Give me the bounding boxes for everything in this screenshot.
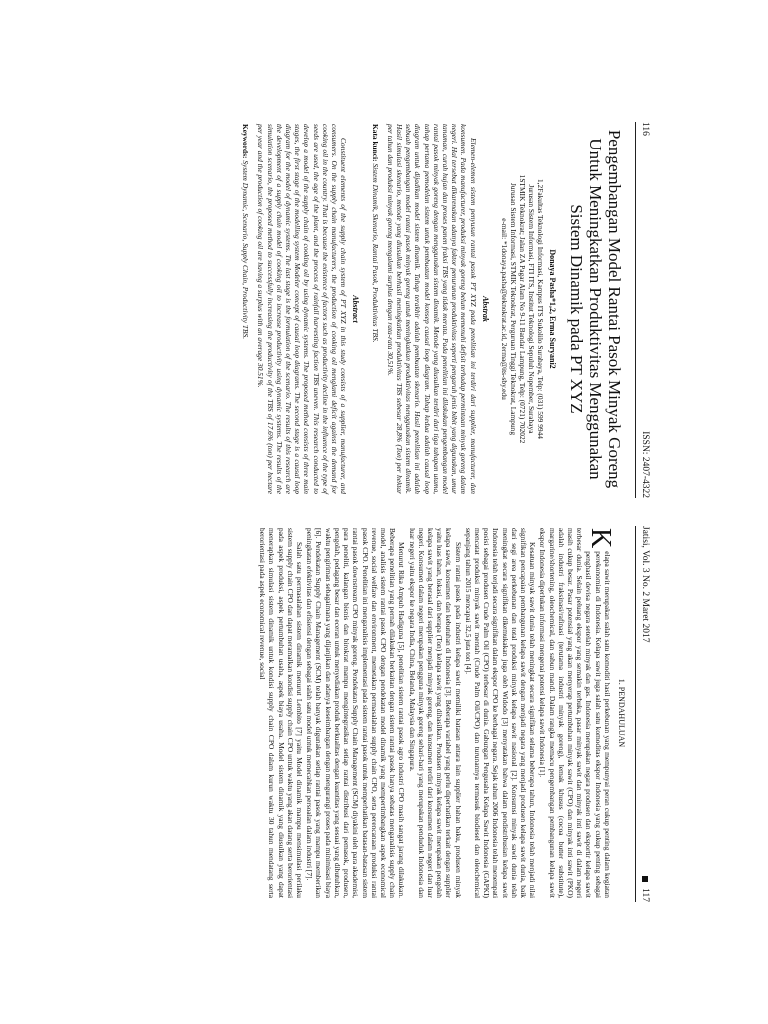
abstract-heading: Abstract: [351, 295, 361, 323]
keywords-text: System Dynamic, Scenario, Supply Chain, Productivity TBS.: [241, 160, 251, 340]
left-column: [241, 124, 628, 494]
kata-kunci-label: Kata kunci:: [370, 124, 380, 162]
body-paragraph: Sistem rantai pasok pada industri kelapa sawit memiliki batasan antara lain supplier bahan baku, produsen minyak kelapa sawit, konsumen dan kebutuhan di Indonesia [3]. Beberapa variabel yang perlu diperhatikan terkait dengan supplier yaitu luas lahan, lokasi, dan berapa (Ton) kelapa sawit yang dihasilkan. Produsen minyak kelapa sawit merupakan pengolah kelapa sawit yang berasal dari supplier menjadi minyak goreng, dan konsumen terdiri dari konsumen dalam negeri dan luar negeri. Konsumen dalam negeri merupakan pengguna minyak goreng sehari-hari yang merupakan penduduk Indonesia dan luar negeri yaitu ekspor ke negara India, China, Belanda, Malaysia dan Singapura.: [407, 528, 463, 898]
paragraph-text: elapa sawit merupakan salah satu komoditi hasil perkebunan yang mempunyai peran cukup penting dalam kegiatan perekonomian di Indonesia. Kelapa sawit juga salah satu komoditas ekspor Indonesia yang cukup penting sebagai penghasil devisa negara setelah minyak dan gas. Indonesia merupakan negara produsen dan eksportir kelapa sawit terbesar dunia. Selain peluang ekspor yang semakin terbuka, pasar minyak sawit dan minyak inti sawit di dalam negeri masih cukup besar. Pasar potensial yang akan menyerap pertumbuhan minyak sawit (CPO) dan minyak inti sawit (PKO) adalah industri fraksinasi/rafinasi (terutama industri minyak goreng), lemak khusus (cocoa butter substitute), margarine/shortening, oleochemical, dan sabun mandi. Dalam rangka memacu pengembangan pembangunan kelapa sawit ekspor Indonesia diperlukan informasi mengenai potensi kelapa sawit Indonesia [1].: [538, 528, 612, 898]
page-number-group: [640, 876, 650, 902]
affiliation-line: 1,2Fakultas Teknologi Informasi, Kampus ITS Sukolilo Surabaya, Telp: (031) 599 9944: [535, 178, 545, 439]
page-right: [0, 512, 768, 1024]
email-line: e-mail: *1donaya.pasha@teknokrat.ac.id, 2erma@its-sby.edu: [499, 218, 509, 400]
abstrak-text: Elemen-elemen sistem penyusun rantai pasok PT XYZ pada penelitian ini terdiri dari supplier, manufacturer, dan konsumen. Pada manufacturer, produksi minyak goreng belum memenuhi defisit terhadap permintaan minyak goreng dalam negeri. Hal tersebut dikarenakan adanya faktor penurunan produktivitas seperti pengaruh jenis bibit yang digunakan, umur tanaman, curah hujan dan proses panen fraksi TBS yang tidak merata. Pada penelitian ini dilakukan pengembangan model rantai pasok minyak goreng dengan menggunakan sistem dinamik. Metode yang diusulkan terdiri dari tiga tahapan utama, tahap pertama pemodelan sistem untuk pembuatan model konsep causal loop diagram. Tahap kedua adalah causal loop diagram untuk dijadikan model sistem dinamik. Tahap terakhir adalah pembuatan skenario. Hasil penelitian ini adalah sebuah pengembangan model rantai pasok minyak goreng untuk meningkatkan produktivitas menggunakan sistem dinamik. Hasil simulasi skenario, metode yang diusulkan berhasil meningkatkan produktivitas TBS sebesar 28,8% (Ton) per hektar per tahun dan produksi minyak goreng mengalami surplus dengan rata-rata 30,51%.: [385, 124, 478, 494]
kata-kunci: [370, 124, 379, 494]
journal-info: Jatisi, Vol. 3 No. 2 Maret 2017: [640, 526, 650, 643]
kata-kunci-text: Sistem Dinamik, Skenario, Rantai Pasok, Produktivitas TBS.: [370, 163, 380, 343]
paper-title: Pengembangan Model Rantai Pasok Minyak Goreng Untuk Meningkatkan Produktivitas Menggunakan Sistem Dinamik pada PT XYZ: [567, 129, 624, 489]
affiliation-line: 1STMIK Teknokrat; Jalan ZA Pagar Alam No 9-11 Bandar Lampung, Telp: (0721) 702022: [517, 174, 527, 444]
page-number: 116: [640, 122, 650, 136]
drop-cap: K: [584, 528, 616, 549]
keywords-label: Keywords:: [241, 124, 251, 159]
right-column: [257, 528, 628, 898]
page-number: 117: [640, 888, 650, 902]
affiliation-line: Jurusan Sistem Informasi, FTI ITS, Institut Teknologi Sepuluh Nopember, Surabaya: [526, 184, 536, 434]
body-paragraph: [538, 528, 616, 898]
header-rule: [635, 526, 636, 902]
issn: ISSN: 2407-4322: [640, 431, 650, 498]
authors: Donaya Pasha*1,2, Erma Suryani2: [548, 249, 557, 369]
body-paragraph: Salah satu permasalahan sistem dinamik menurut Lembito [7] yaitu Model dinamik mampu mensimulasi perilaku sistem supply chain CPO dan dapat meramalkan kondisi supply chain CPO untuk waktu yang akan datang serta berorientasi pada aspek produksi, aspek pertumbuhan usaha, aspek biaya usaha. Model sistem dinamik yang diusulkan yang dapat menerapkan simulasi sistem dinamik untuk kondisi supply chain CPO dalam kurun waktu 30 tahun mendatang serta berorientasi pada aspek economical revenue, social: [258, 528, 305, 898]
abstract-text: Constituent elements of the supply chain system of PT XYZ in this study consists of a supplier, manufacturer, and consumers. On the supply chain manufacturers, the production of cooking oil menglami deficit against the demand for cooking oil in the country. That is because the existence of factors such as productivity decline in the influence of the type of seeds are used, the age of the plant, and the process of rainfall harvesting faction TBS uneven. This research conducted to develop a model of the supply chain of cooking oil by using dynamic systems. The proposed method consists of three main stages, the first stage of the modelling system Modeler concept of causal loop diagrams. The second stage is a causal loop diagram for the model of dynamic systems. The last stage is the formulation of the scenario. The results of this research are the development of a supply chain model of cooking oil to increase productivity using dynamic systems. The results of the simulation scenario, the proposed method to successfully increasing the productivity of the TBS of 17.6% (ton) per hectare per year and the production of cooking oil are having a surplus with an average 30.51%.: [256, 124, 349, 494]
section-heading: 1. PENDAHULUAN: [617, 678, 626, 748]
keywords: [241, 124, 250, 494]
square-bullet-icon: [642, 876, 648, 882]
page-header: [636, 526, 650, 902]
page-header: [636, 122, 650, 498]
body-paragraph: Kesatuan minyak sawit dunia telah meningkat secara signifikan selama beberapa tahun, Indonesia telah menjadi nilai signifikan pencapaian pembangunan kelapa sawit dengan menjadi negara yang menjadi produsen kelapa sawit dunia, baik dari segi area perkebunan dan total produksi minyak kelapa sawit nasional [2]. Konsumsi minyak sawit dunia telah meningkat secara signifikan dikemukakan juga oleh Widodo [3] menyatakan bahwa dalam pendistribusian kelapa sawit Indonesia telah terjadi secara signifikan dalam ekspor CPO ke berbagai negara. Sejak tahun 2006 Indonesia telah menempati posisi sebagai produsen Crude Palm Oil (CPO) terbesar di dunia. Gabungan Pengusaha Kelapa Sawit Indonesia (GAPKI) mencatat produksi minyak sawit mentah (Crude Palm Oil/CPO) dan turunannya termasuk biodiesel dan oleochemical sepanjang tahun 2015 mencapai 32,5 juta ton [4].: [463, 528, 538, 898]
affiliations: [500, 124, 545, 494]
header-rule: [635, 122, 636, 498]
body-paragraph: Menurut Rika Ampuh Hadiguna [5], penelitian sistem rantai pasok agro industri CPO masih sangat jarang dilakukan. Beberapa penelitian yang pernah dilakukan berkaitan dengan sistem rantai pasok hanya sebatas menganalisis supply chain model, analisis sistem rantai pasok CPO dengan pendekatan model dinamik yang mempertimbangkan aspek economical revenue, social welfare dan environment, memetakan permasalahan supply chain CPO, serta perencanaan produksi rantai pasok CPO. Penelitian ini menganalisis implementasi pada sistem rantai pasok untuk memperhatikan batasan-batasan sistem rantai pasok downstream CPO minyak goreng. Pendekatan Supply Chain Management (SCM) diyakini oleh para akademisi, para peneliti, kalangan bisnis dan birokrat mampu mengintegrasikan setiap rantai distribusi dari pemasok, produsen, pengolah, pedagang besar dan eceran untuk menyediakan produk berkualitas dengan kuantitas yang sesuai yang dibutuhkan, waktu pengiriman sebagaimana yang dijanjikan dan adanya keseimbangan dengan mengurangi proses pada minimisasi biaya [6]. Pendekatan Supply Chain Management (SCM) telah banyak digunakan setiap rantai pasok yang mampu memberikan peningkatan efektivitas dan efisiensi dengan sebagai salah satu model untuk memecahkan persoalan dalam industri [7].: [305, 528, 407, 898]
abstrak-heading: Abstrak: [480, 296, 490, 322]
affiliation-line: Jurusan Sistem Informasi, STMIK Teknokrat, Perguruan Tinggi Teknokrat, Lampung: [508, 182, 518, 436]
